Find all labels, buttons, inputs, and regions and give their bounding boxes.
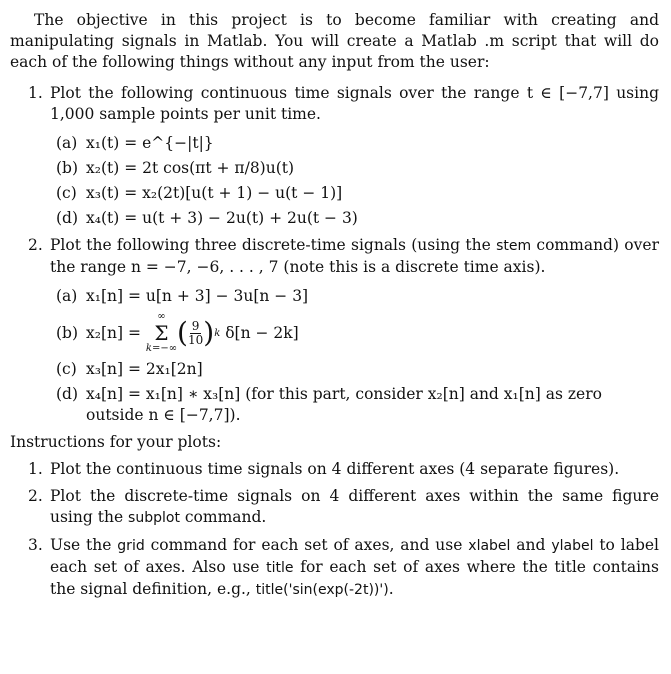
- subtask-item: [50, 208, 659, 229]
- instruction-text: Plot the continuous time signals on 4 different axes (4 separate figures).: [50, 460, 620, 478]
- instruction-number: 2.: [28, 487, 43, 505]
- subtask-list: [50, 133, 659, 229]
- formula: x₄[n] = x₁[n] ∗ x₃[n] (for this part, consider x₂[n] and x₁[n] as zero outside n ∈ [−7,7]).: [86, 385, 602, 424]
- formula: x₁(t) = e^{−|t|}: [86, 134, 214, 152]
- instruction-text-before: Plot the discrete-time signals on 4 different axes within the same figure using the: [50, 487, 659, 526]
- instruction-number: 3.: [28, 536, 43, 554]
- task-item-2: [10, 235, 659, 426]
- title-example: title('sin(exp(-2t))'): [255, 582, 389, 598]
- task-text-after: command) over the range n = −7, −6, . . . , 7 (note this is a discrete time axis).: [50, 236, 659, 276]
- title-command: title: [266, 560, 294, 576]
- text-part: for each set of axes where the title contains the signal definition, e.g.,: [50, 558, 659, 598]
- subtask-label: (c): [56, 360, 77, 378]
- task-text: [50, 235, 659, 278]
- subtask-item: [50, 183, 659, 204]
- formula: x₃(t) = x₂(2t)[u(t + 1) − u(t − 1)]: [86, 184, 343, 202]
- text-part: Use the: [50, 536, 118, 554]
- xlabel-command: xlabel: [468, 538, 511, 554]
- fraction: [188, 320, 203, 347]
- subtask-item: [50, 286, 659, 307]
- sum-upper-limit: ∞: [157, 311, 166, 322]
- subplot-command: subplot: [128, 510, 180, 526]
- subtask-list: [50, 286, 659, 426]
- grid-command: grid: [117, 538, 145, 554]
- task-number: 1.: [28, 84, 43, 102]
- exponent: k: [214, 327, 221, 339]
- summation: [146, 311, 177, 355]
- instruction-text: [50, 535, 659, 601]
- text-part: .: [388, 580, 394, 598]
- fraction-denominator: 10: [187, 332, 204, 347]
- ylabel-command: ylabel: [551, 538, 594, 554]
- text-part: and: [510, 536, 552, 554]
- formula: x₃[n] = 2x₁[2n]: [86, 360, 203, 378]
- instruction-text: [50, 486, 659, 529]
- instruction-item: [10, 535, 659, 601]
- task-number: 2.: [28, 236, 43, 254]
- text-part: command for each set of axes, and use: [144, 536, 469, 554]
- instruction-number: 1.: [28, 460, 43, 478]
- subtask-item: [50, 359, 659, 380]
- stem-command: stem: [496, 238, 532, 254]
- sigma-symbol: Σ: [154, 321, 169, 345]
- subtask-item: [50, 158, 659, 179]
- formula-lhs: x₂[n] =: [86, 323, 141, 342]
- instruction-text-after: command.: [179, 508, 267, 526]
- subtask-label: (a): [56, 134, 78, 152]
- subtask-label: (d): [56, 209, 79, 227]
- formula: x₁[n] = u[n + 3] − 3u[n − 3]: [86, 287, 309, 305]
- task-item-1: [10, 83, 659, 229]
- formula: x₄(t) = u(t + 3) − 2u(t) + 2u(t − 3): [86, 209, 358, 227]
- task-text-before: Plot the following three discrete-time signals (using the: [50, 236, 497, 254]
- instruction-item: [10, 459, 659, 480]
- instructions-heading: Instructions for your plots:: [10, 433, 222, 451]
- subtask-label: (c): [56, 184, 77, 202]
- instructions-list: [10, 459, 659, 601]
- text-part: to label each set of axes. Also use: [50, 536, 659, 576]
- task-list: [10, 83, 659, 426]
- intro-paragraph: The objective in this project is to become familiar with creating and manipulating signals in Matlab. You will create a Matlab .m script that will do each of the following things without any input from the user:: [10, 11, 659, 71]
- subtask-item: [50, 384, 659, 426]
- instruction-item: [10, 486, 659, 529]
- subtask-item: [50, 311, 659, 355]
- formula-rhs: δ[n − 2k]: [225, 323, 299, 342]
- fraction-numerator: 9: [191, 318, 200, 333]
- formula: x₂(t) = 2t cos(πt + π/8)u(t): [86, 159, 295, 177]
- subtask-label: (b): [56, 159, 79, 177]
- subtask-label: (a): [56, 287, 78, 305]
- summation-formula: x₂[n] = ∞ Σ k=−∞ ( $\frac{9}{10}$ ) k δ[n − 2k]: [86, 311, 299, 354]
- sum-lower-limit: k=−∞: [145, 343, 178, 354]
- subtask-label: (d): [56, 385, 79, 403]
- subtask-label: (b): [56, 324, 79, 342]
- task-text: Plot the following continuous time signals over the range t ∈ [−7,7] using 1,000 sample points per unit time.: [50, 84, 659, 123]
- subtask-item: [50, 133, 659, 154]
